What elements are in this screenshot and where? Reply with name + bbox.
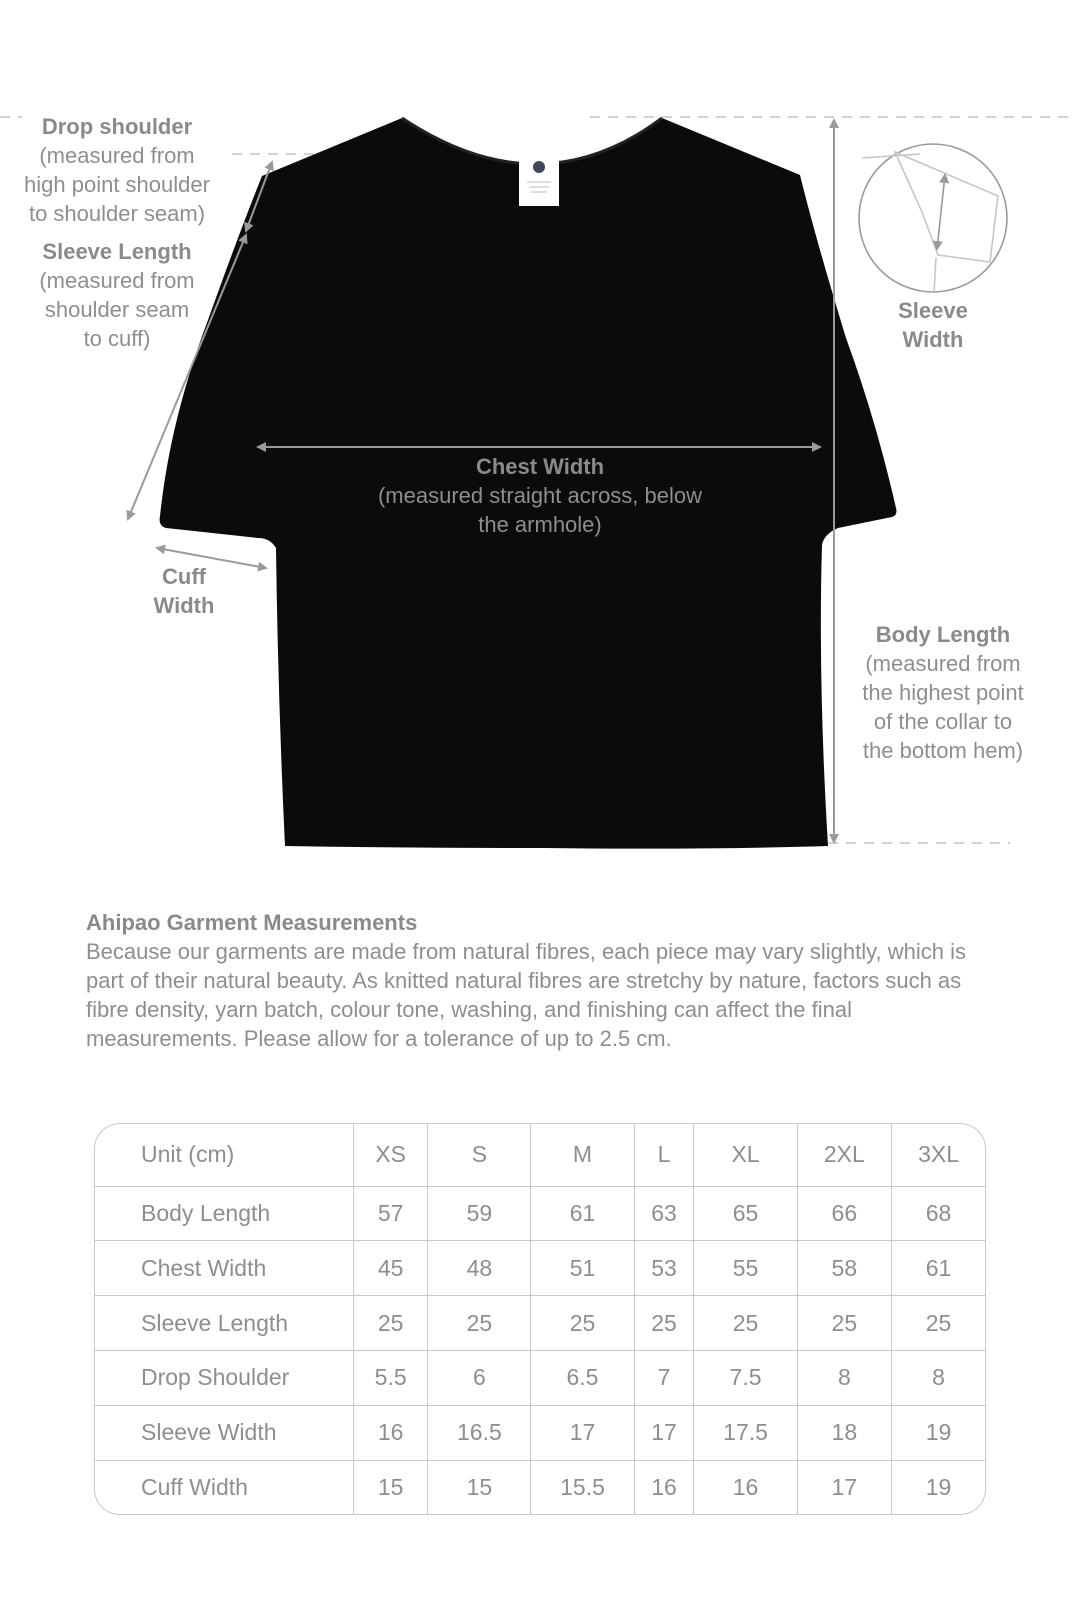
table-cell: 58 <box>797 1241 891 1296</box>
table-cell: 16 <box>354 1405 428 1460</box>
body-length-line: the highest point <box>862 680 1024 705</box>
table-row <box>95 1405 985 1460</box>
table-cell: 5.5 <box>354 1350 428 1405</box>
unit-header: Unit (cm) <box>95 1124 354 1186</box>
table-cell: 51 <box>531 1241 634 1296</box>
body-length-line: the bottom hem) <box>862 738 1024 763</box>
table-row <box>95 1350 985 1405</box>
cuff-width-label <box>134 562 234 620</box>
body-length-line: (measured from <box>865 651 1021 676</box>
sleeve-length-title: Sleeve Length <box>42 239 192 264</box>
sleeve-length-line: to cuff) <box>83 326 151 351</box>
table-cell: 61 <box>892 1241 985 1296</box>
body-length-label <box>840 620 1046 765</box>
table-cell: 15 <box>428 1460 531 1514</box>
row-label: Body Length <box>95 1186 354 1241</box>
table-cell: 17 <box>634 1405 694 1460</box>
table-cell: 55 <box>694 1241 797 1296</box>
table-cell: 57 <box>354 1186 428 1241</box>
size-header: XL <box>694 1124 797 1186</box>
sleeve-width-title: Sleeve <box>898 298 968 323</box>
info-body: Because our garments are made from natural fibres, each piece may vary slightly, which is part of their natural beauty. As knitted natural fibres are stretchy by nature, factors such as fibre density, yarn batch, colour tone, washing, and finishing can affect the final measurements. Please allow for a tolerance of up to 2.5 cm. <box>86 939 966 1051</box>
table-cell: 16 <box>694 1460 797 1514</box>
table-row <box>95 1296 985 1351</box>
sleeve-length-line: (measured from <box>39 268 195 293</box>
cuff-width-title: Cuff <box>162 564 206 589</box>
size-header: 2XL <box>797 1124 891 1186</box>
size-header: 3XL <box>892 1124 985 1186</box>
table-cell: 65 <box>694 1186 797 1241</box>
size-header: M <box>531 1124 634 1186</box>
table-cell: 8 <box>797 1350 891 1405</box>
sleeve-width-label <box>878 296 988 354</box>
size-header: L <box>634 1124 694 1186</box>
table-cell: 25 <box>634 1296 694 1351</box>
chest-width-line: the armhole) <box>478 512 602 537</box>
measurement-info <box>86 908 1006 1053</box>
table-cell: 48 <box>428 1241 531 1296</box>
sleeve-length-label <box>4 237 230 353</box>
table-cell: 53 <box>634 1241 694 1296</box>
table-cell: 16.5 <box>428 1405 531 1460</box>
row-label: Sleeve Width <box>95 1405 354 1460</box>
table-row <box>95 1241 985 1296</box>
row-label: Cuff Width <box>95 1460 354 1514</box>
table-cell: 15 <box>354 1460 428 1514</box>
table-cell: 17.5 <box>694 1405 797 1460</box>
body-length-line: of the collar to <box>873 709 1013 734</box>
table-cell: 66 <box>797 1186 891 1241</box>
cuff-width-line: Width <box>153 593 215 618</box>
chest-width-line: (measured straight across, below <box>377 483 703 508</box>
neck-tag <box>519 150 559 206</box>
size-header: S <box>428 1124 531 1186</box>
drop-shoulder-line: (measured from <box>39 143 195 168</box>
sleeve-length-line: shoulder seam <box>44 297 190 322</box>
table-cell: 7.5 <box>694 1350 797 1405</box>
table-cell: 17 <box>797 1460 891 1514</box>
chest-width-title: Chest Width <box>475 454 605 479</box>
table-cell: 59 <box>428 1186 531 1241</box>
drop-shoulder-label <box>4 112 230 228</box>
table-cell: 63 <box>634 1186 694 1241</box>
size-table-container <box>94 1123 986 1515</box>
chest-width-label <box>340 452 740 539</box>
table-cell: 6 <box>428 1350 531 1405</box>
table-cell: 16 <box>634 1460 694 1514</box>
table-row <box>95 1186 985 1241</box>
table-cell: 61 <box>531 1186 634 1241</box>
table-cell: 68 <box>892 1186 985 1241</box>
sleeve-width-inset <box>859 144 1007 292</box>
table-header-row <box>95 1124 985 1186</box>
table-cell: 18 <box>797 1405 891 1460</box>
table-cell: 19 <box>892 1405 985 1460</box>
table-cell: 8 <box>892 1350 985 1405</box>
info-title: Ahipao Garment Measurements <box>86 910 418 935</box>
row-label: Sleeve Length <box>95 1296 354 1351</box>
brand-logo-icon <box>533 161 545 173</box>
drop-shoulder-title: Drop shoulder <box>41 114 193 139</box>
table-cell: 17 <box>531 1405 634 1460</box>
table-cell: 25 <box>354 1296 428 1351</box>
table-cell: 25 <box>428 1296 531 1351</box>
table-cell: 25 <box>531 1296 634 1351</box>
table-cell: 25 <box>797 1296 891 1351</box>
table-cell: 6.5 <box>531 1350 634 1405</box>
drop-shoulder-line: to shoulder seam) <box>28 201 206 226</box>
table-cell: 25 <box>892 1296 985 1351</box>
size-table <box>95 1124 985 1514</box>
row-label: Chest Width <box>95 1241 354 1296</box>
table-cell: 15.5 <box>531 1460 634 1514</box>
body-length-title: Body Length <box>875 622 1011 647</box>
table-cell: 7 <box>634 1350 694 1405</box>
size-header: XS <box>354 1124 428 1186</box>
table-row <box>95 1460 985 1514</box>
drop-shoulder-line: high point shoulder <box>24 172 210 197</box>
table-cell: 19 <box>892 1460 985 1514</box>
table-cell: 25 <box>694 1296 797 1351</box>
table-cell: 45 <box>354 1241 428 1296</box>
sleeve-width-line: Width <box>902 327 964 352</box>
row-label: Drop Shoulder <box>95 1350 354 1405</box>
